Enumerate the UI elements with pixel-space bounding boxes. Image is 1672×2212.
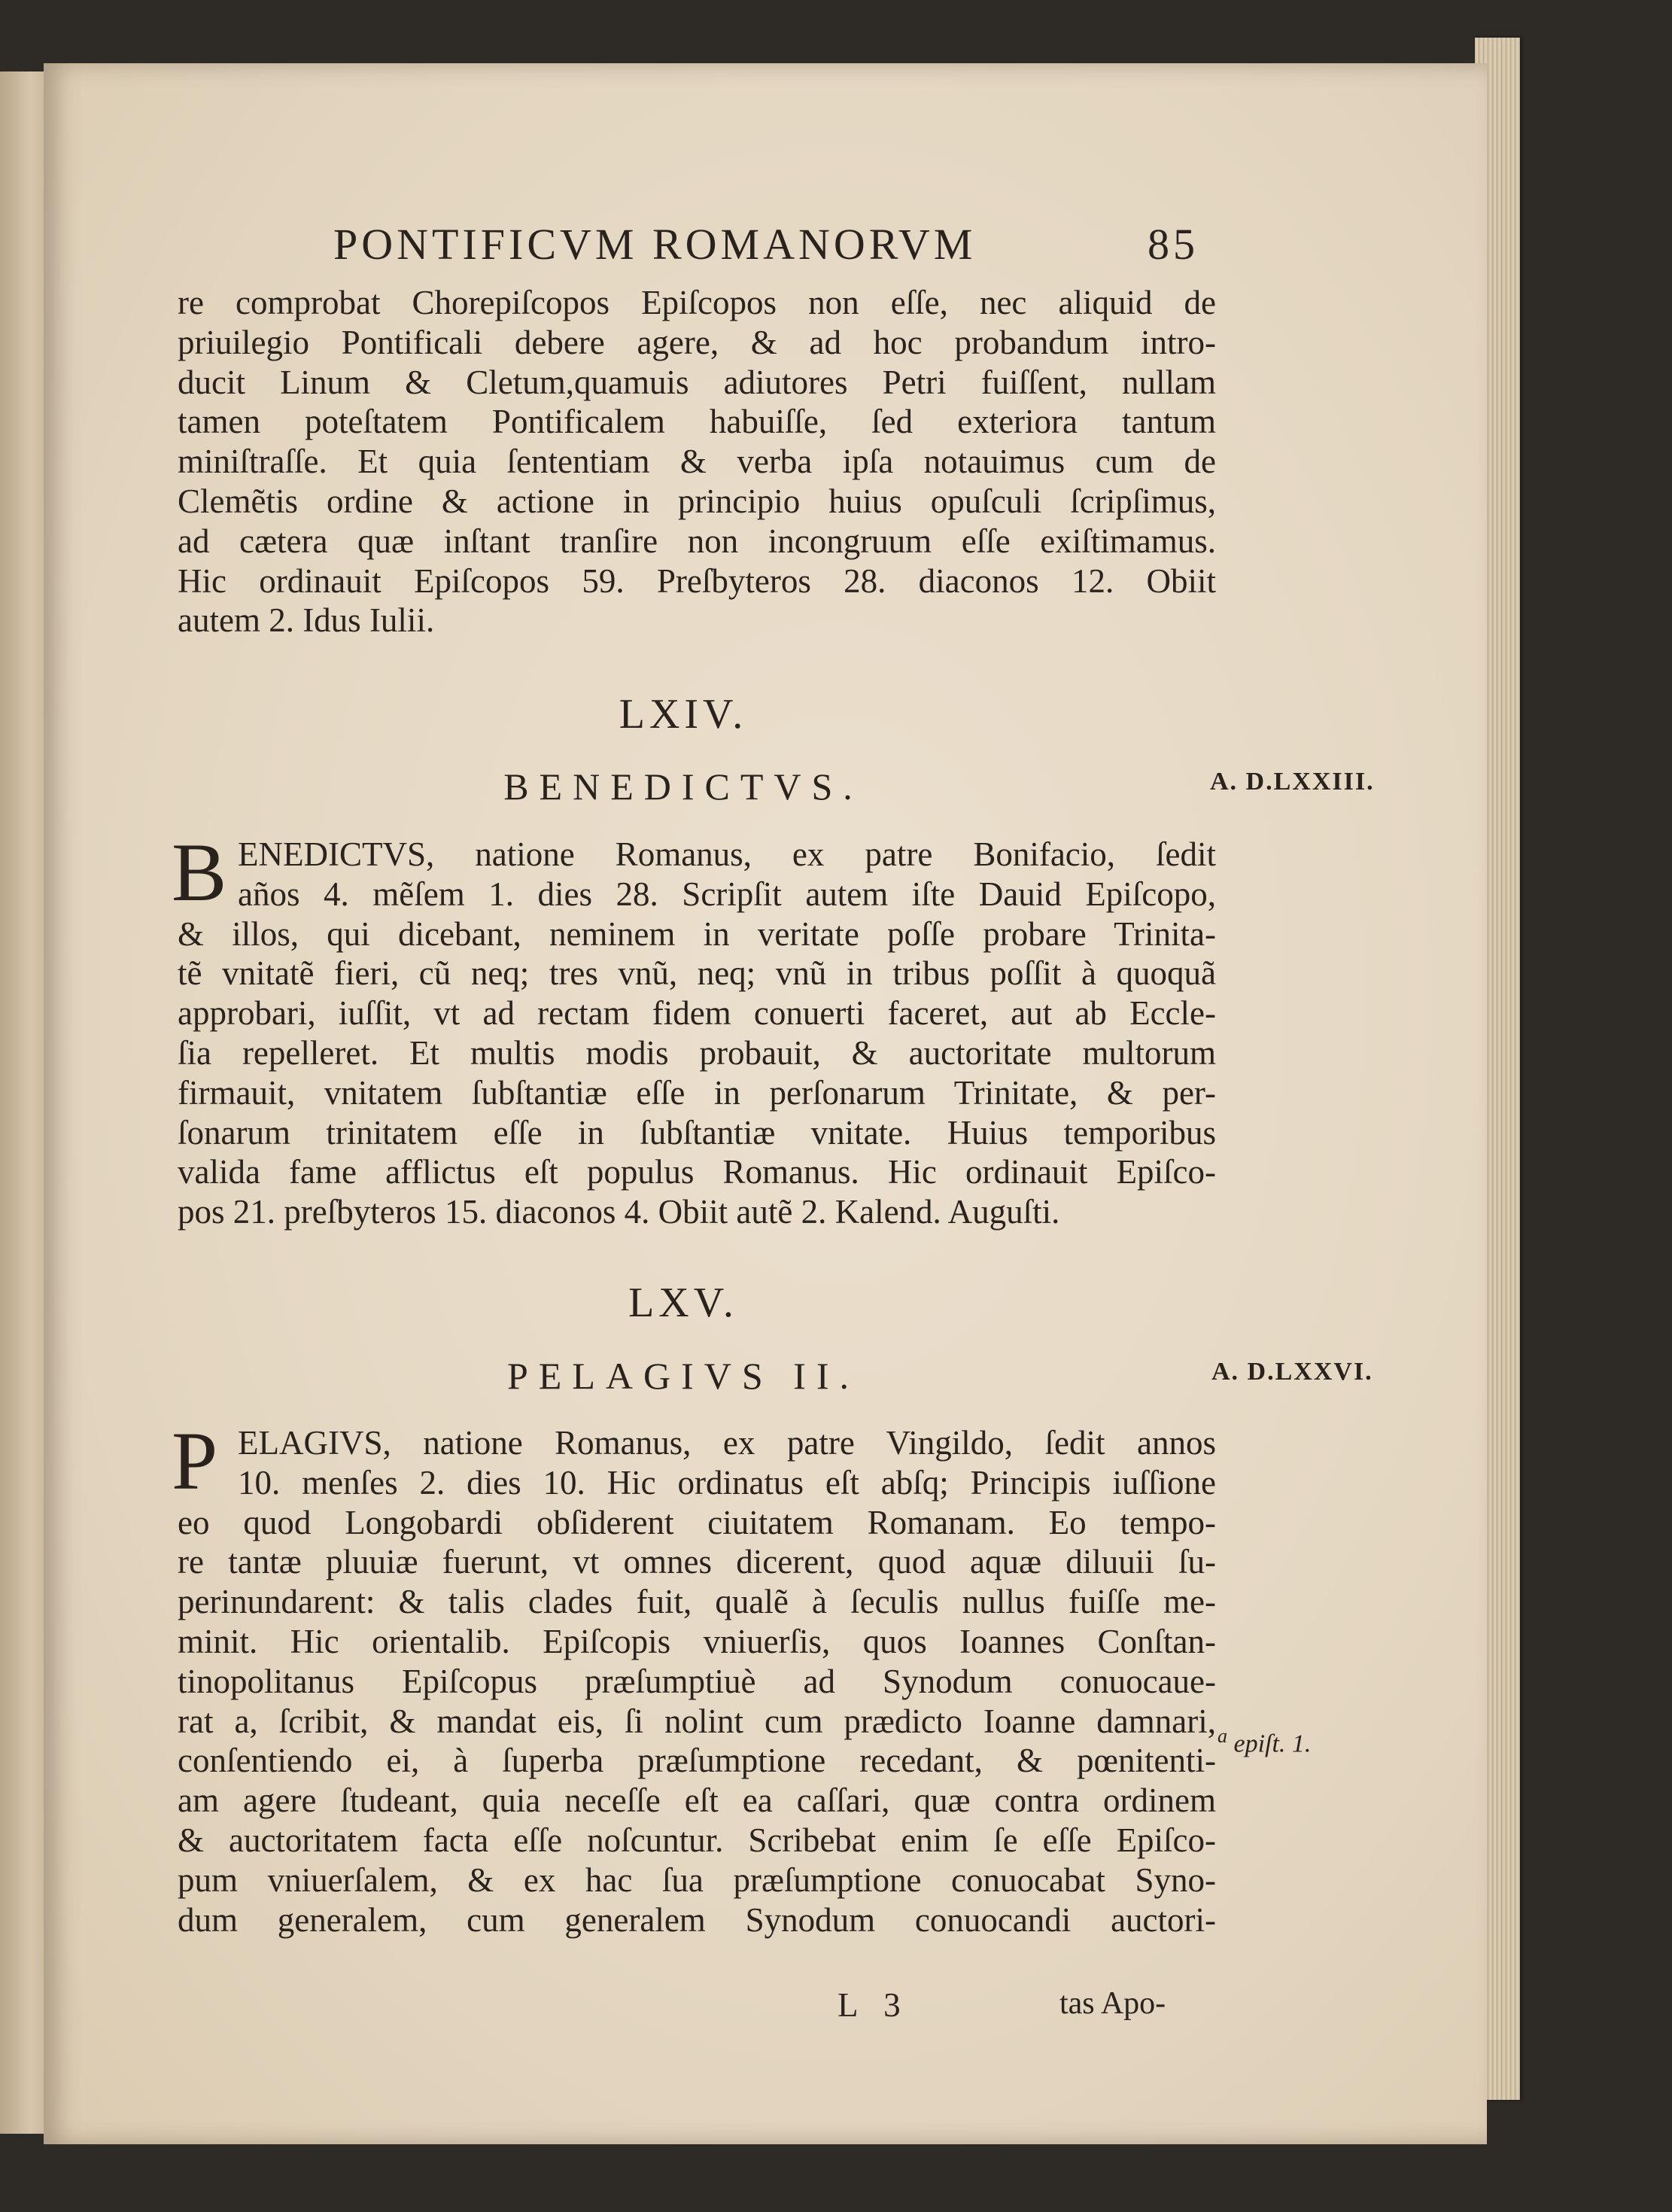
- text-line: conſentiendo ei, à ſuperba præſumptione recedant, & pœnitenti-: [178, 1742, 1216, 1780]
- text-line: años 4. mẽſem 1. dies 28. Scripſit autem iſte Dauid Epiſcopo,: [238, 875, 1216, 913]
- text-line: re comprobat Chorepiſcopos Epiſcopos non eſſe, nec aliquid de: [178, 284, 1216, 321]
- text-line: approbari, iuſſit, vt ad rectam fidem conuerti faceret, aut ab Eccle-: [178, 994, 1216, 1033]
- text-line: rat a, ſcribit, & mandat eis, ſi nolint cum prædicto Ioanne damnari,: [178, 1702, 1216, 1740]
- note-reference-mark: a: [1218, 1725, 1227, 1747]
- text-line: ad cætera quæ inſtant tranſire non incongruum eſſe exiſtimamus.: [178, 522, 1216, 560]
- text-line: ſonarum trinitatem eſſe in ſubſtantiæ vnitate. Huius temporibus: [178, 1113, 1216, 1152]
- paragraph-pelagius: [172, 1415, 1216, 1940]
- text-line: miniſtraſſe. Et quia ſententiam & verba ipſa notauimus cum de: [178, 443, 1216, 481]
- pope-name-heading: PELAGIVS II.: [507, 1355, 859, 1397]
- text-line: Clemẽtis ordine & actione in principio huius opuſculi ſcripſimus,: [178, 482, 1216, 520]
- text-line: & illos, qui dicebant, neminem in veritate poſſe probare Trinita-: [178, 914, 1216, 953]
- drop-initial: B: [172, 826, 227, 918]
- paragraph-benedictus: [172, 826, 1216, 1232]
- pope-name-heading: BENEDICTVS.: [503, 765, 863, 808]
- text-line: & auctoritatem facta eſſe noſcuntur. Scribebat enim ſe eſſe Epiſco-: [178, 1821, 1216, 1859]
- text-line: pos 21. preſbyteros 15. diaconos 4. Obiit autẽ 2. Kalend. Auguſti.: [178, 1193, 1060, 1231]
- margin-note-text: epiſt. 1.: [1233, 1730, 1312, 1758]
- text-line: tamen poteſtatem Pontificalem habuiſſe, ſed exteriora tantum: [178, 403, 1216, 441]
- text-line: firmauit, vnitatem ſubſtantiæ eſſe in perſonarum Trinitate, & per-: [178, 1073, 1216, 1112]
- text-line: am agere ſtudeant, quia neceſſe eſt ea caſſari, quæ contra ordinem: [178, 1781, 1216, 1820]
- text-line: ducit Linum & Cletum,quamuis adiutores Petri fuiſſent, nullam: [178, 363, 1216, 401]
- text-line: 10. menſes 2. dies 10. Hic ordinatus eſt abſq; Principis iuſſione: [238, 1463, 1216, 1502]
- text-line: priuilegio Pontificali debere agere, & ad hoc probandum intro-: [178, 323, 1216, 361]
- left-page-edge: [0, 72, 44, 2134]
- margin-date: A. D.LXXIII.: [1210, 768, 1375, 796]
- chapter-number: LXIV.: [619, 691, 748, 738]
- paragraph-continuation: [178, 283, 1216, 640]
- chapter-number: LXV.: [628, 1279, 738, 1326]
- text-line: Hic ordinauit Epiſcopos 59. Preſbyteros 28. diaconos 12. Obiit: [178, 561, 1216, 600]
- margin-note: [1218, 1725, 1311, 1758]
- folio-number: 85: [1148, 220, 1199, 269]
- text-line: ENEDICTVS, natione Romanus, ex patre Bonifacio, ſedit: [238, 835, 1216, 873]
- text-line: pum vniuerſalem, & ex hac ſua præſumptione conuocabat Syno-: [178, 1861, 1216, 1899]
- text-line: valida fame afflictus eſt populus Romanus. Hic ordinauit Epiſco-: [178, 1153, 1216, 1191]
- text-line: tinopolitanus Epiſcopus præſumptiuè ad Synodum conuocaue-: [178, 1662, 1216, 1700]
- text-line: re tantæ pluuiæ fuerunt, vt omnes dicerent, quod aquæ diluuii ſu-: [178, 1543, 1216, 1581]
- text-line: eo quod Longobardi obſiderent ciuitatem Romanam. Eo tempo-: [178, 1503, 1216, 1541]
- book-page: [44, 63, 1487, 2144]
- text-line: ELAGIVS, natione Romanus, ex patre Vingildo, ſedit annos: [238, 1424, 1216, 1462]
- text-line: dum generalem, cum generalem Synodum conuocandi auctori-: [178, 1900, 1216, 1939]
- text-line: tẽ vnitatẽ fieri, cũ neq; tres vnũ, neq; vnũ in tribus poſſit à quoquã: [178, 954, 1216, 993]
- text-line: perinundarent: & talis clades fuit, qualẽ à ſeculis nullus fuiſſe me-: [178, 1583, 1216, 1621]
- margin-date: A. D.LXXVI.: [1211, 1358, 1373, 1386]
- signature-mark: L 3: [838, 1986, 910, 2024]
- text-line: ſia repelleret. Et multis modis probauit, & auctoritate multorum: [178, 1033, 1216, 1072]
- text-line: autem 2. Idus Iulii.: [178, 601, 435, 640]
- text-line: minit. Hic orientalib. Epiſcopis vniuerſis, quos Ioannes Conſtan-: [178, 1622, 1216, 1660]
- catchword: tas Apo-: [1059, 1986, 1166, 2021]
- drop-initial: P: [172, 1415, 218, 1507]
- running-title: PONTIFICVM ROMANORVM: [333, 220, 977, 269]
- running-head: [333, 219, 1199, 269]
